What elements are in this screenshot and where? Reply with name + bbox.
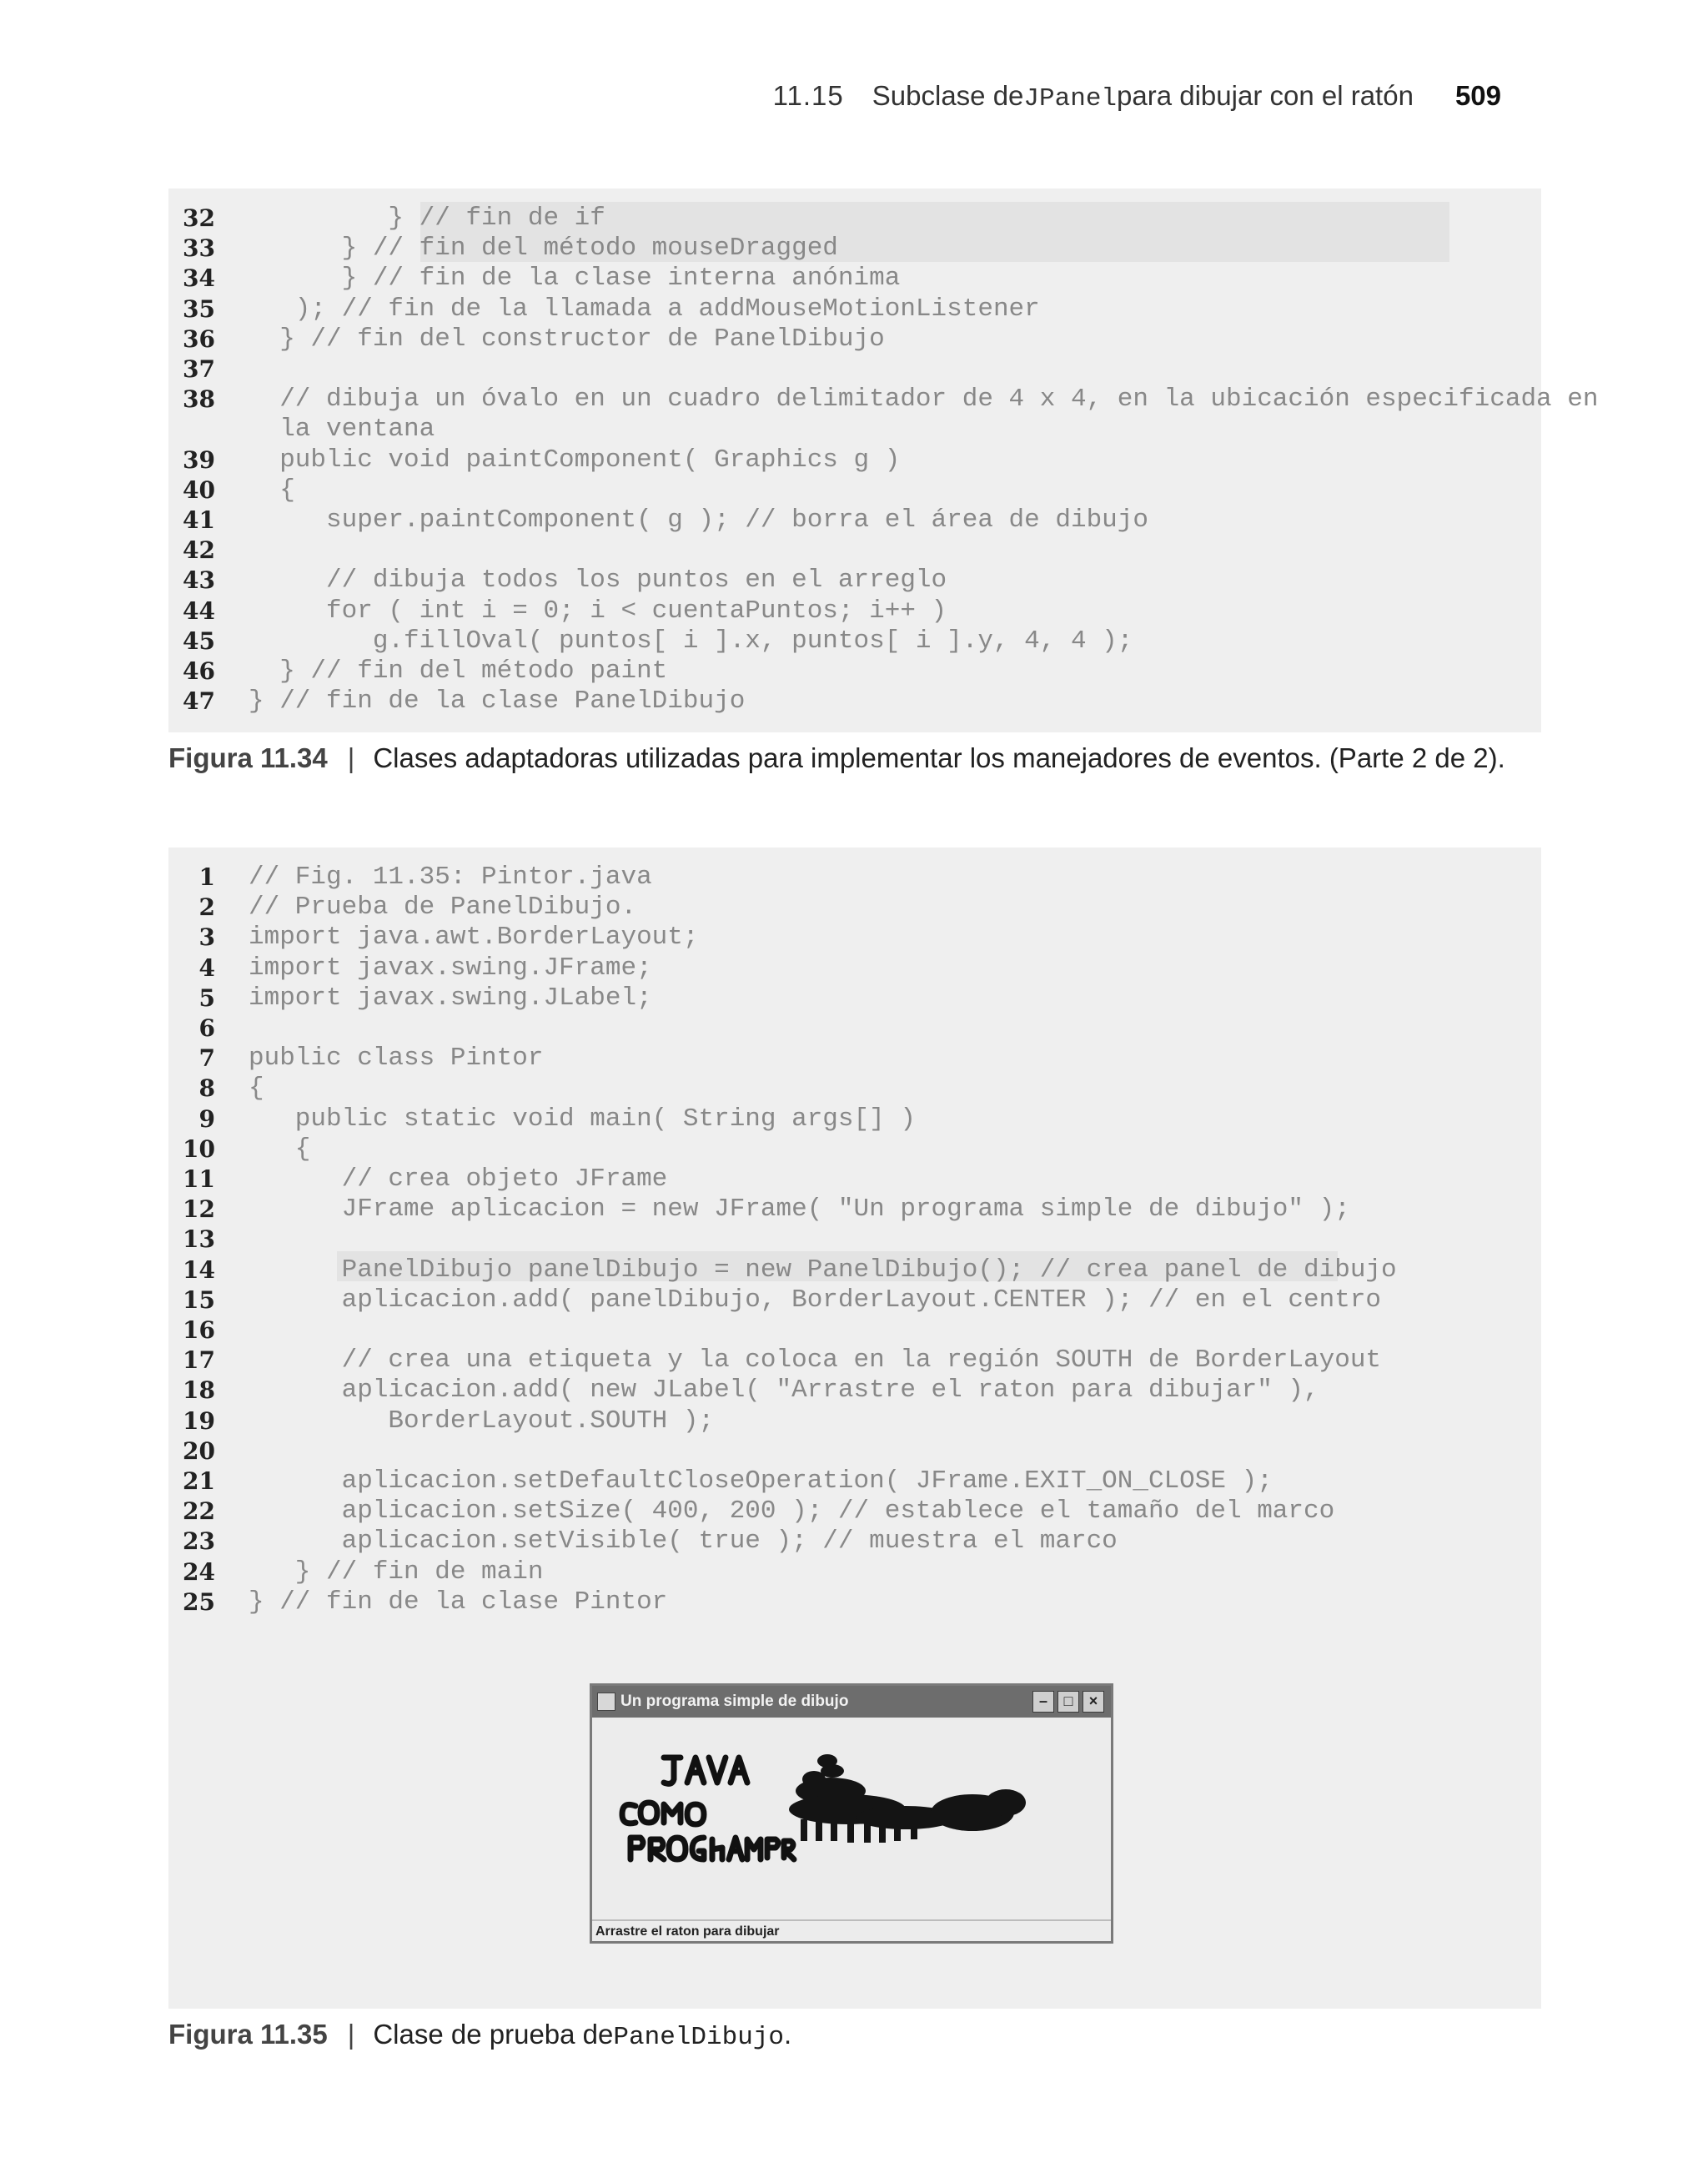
code-line bbox=[168, 1164, 1541, 1195]
handwriting-stroke bbox=[784, 1841, 794, 1859]
code-line bbox=[168, 893, 1541, 923]
line-number: 44 bbox=[183, 596, 215, 625]
line-number: 10 bbox=[183, 1134, 215, 1163]
line-number: 41 bbox=[183, 506, 215, 534]
figure-caption-code: PanelDibujo bbox=[613, 2023, 785, 2052]
handwriting-stroke bbox=[664, 1758, 681, 1783]
code-line bbox=[168, 204, 1541, 234]
line-number: 21 bbox=[183, 1467, 215, 1495]
handwriting-stroke bbox=[729, 1838, 742, 1859]
code-text: } // fin de la clase Pintor bbox=[249, 1587, 668, 1617]
code-text: aplicacion.add( panelDibujo, BorderLayout.CENTER ); // en el centro bbox=[249, 1285, 1382, 1315]
drawing-blob bbox=[986, 1789, 1026, 1816]
line-number: 14 bbox=[183, 1255, 215, 1284]
line-number: 45 bbox=[183, 626, 215, 655]
handwriting-stroke bbox=[664, 1804, 681, 1823]
scorpion-drawing bbox=[789, 1754, 1026, 1843]
figure-caption-text: Clases adaptadoras utilizadas para implementar los manejadores de eventos. (Parte 2 de 2). bbox=[373, 742, 1505, 773]
code-line bbox=[168, 1376, 1541, 1406]
line-number: 35 bbox=[183, 294, 215, 323]
figure-caption-text: Clase de prueba de bbox=[373, 2019, 614, 2050]
page-number: 509 bbox=[1454, 80, 1501, 111]
code-line bbox=[168, 1255, 1541, 1285]
handwriting-stroke bbox=[651, 1839, 664, 1859]
app-window-screenshot bbox=[590, 1683, 1113, 1944]
code-text: } // fin del método mouseDragged bbox=[249, 234, 838, 264]
code-text: PanelDibujo panelDibujo = new PanelDibujo(); // crea panel de dibujo bbox=[249, 1255, 1397, 1285]
code-text: import javax.swing.JFrame; bbox=[249, 953, 652, 983]
code-line bbox=[168, 923, 1541, 953]
line-number: 3 bbox=[198, 923, 215, 952]
code-text: super.paintComponent( g ); // borra el área de dibujo bbox=[249, 506, 1148, 535]
line-number: 22 bbox=[183, 1497, 215, 1526]
page-header bbox=[773, 80, 1501, 113]
code-line bbox=[168, 1466, 1541, 1496]
code-line bbox=[168, 983, 1541, 1014]
code-text: JFrame aplicacion = new JFrame( "Un programa simple de dibujo" ); bbox=[249, 1195, 1350, 1225]
section-title-prefix: Subclase de bbox=[872, 80, 1024, 111]
code-line bbox=[168, 1074, 1541, 1104]
code-line bbox=[168, 1587, 1541, 1617]
code-text: // Fig. 11.35: Pintor.java bbox=[249, 863, 652, 892]
line-number: 20 bbox=[183, 1436, 215, 1465]
drawing-blob bbox=[817, 1754, 837, 1768]
code-text: // dibuja un óvalo en un cuadro delimitador de 4 x 4, en la ubicación especificada en bbox=[249, 385, 1599, 415]
drawing-leg bbox=[816, 1821, 822, 1841]
line-number: 7 bbox=[198, 1044, 215, 1073]
code-text: { bbox=[249, 475, 295, 505]
line-number: 11 bbox=[183, 1165, 215, 1193]
code-text: public class Pintor bbox=[249, 1044, 544, 1074]
window-south-label: Arrastre el raton para dibujar bbox=[595, 1924, 780, 1939]
code-text: { bbox=[249, 1074, 264, 1104]
code-line bbox=[168, 294, 1541, 324]
handwriting-stroke bbox=[692, 1838, 704, 1859]
figure-caption-1134 bbox=[168, 742, 1505, 774]
window-title: Un programa simple de dibujo bbox=[620, 1693, 849, 1710]
line-number: 40 bbox=[183, 475, 215, 504]
code-line bbox=[168, 385, 1599, 415]
code-text: } // fin de la clase interna anónima bbox=[249, 264, 901, 294]
code-line bbox=[168, 1014, 1541, 1044]
drawing-leg bbox=[801, 1819, 807, 1841]
label-divider bbox=[592, 1919, 1111, 1921]
section-title-suffix: para dibujar con el ratón bbox=[1117, 80, 1414, 111]
code-line bbox=[168, 1527, 1541, 1557]
line-number: 39 bbox=[183, 445, 215, 474]
line-number: 16 bbox=[183, 1316, 215, 1344]
code-line bbox=[168, 626, 1541, 656]
line-number: 2 bbox=[198, 893, 215, 922]
code-line bbox=[168, 1044, 1541, 1074]
caption-separator: | bbox=[347, 742, 355, 773]
code-line bbox=[168, 264, 1541, 294]
drawing-leg bbox=[831, 1821, 837, 1841]
handwriting-stroke bbox=[622, 1804, 635, 1823]
code-text: aplicacion.setVisible( true ); // muestra el marco bbox=[249, 1527, 1118, 1557]
handwriting-stroke bbox=[669, 1838, 686, 1859]
code-text: import javax.swing.JLabel; bbox=[249, 983, 652, 1013]
code-text: la ventana bbox=[249, 415, 435, 445]
code-line bbox=[168, 1195, 1541, 1225]
code-line bbox=[168, 566, 1541, 596]
handwriting-stroke bbox=[640, 1803, 657, 1823]
code-text: } // fin del método paint bbox=[249, 656, 668, 686]
figure-label: Figura 11.35 bbox=[168, 2019, 328, 2050]
code-line bbox=[168, 475, 1541, 506]
line-number: 46 bbox=[183, 657, 215, 685]
code-text: public static void main( String args[] ) bbox=[249, 1104, 916, 1134]
section-title-code: JPanel bbox=[1023, 84, 1118, 113]
code-text: ); // fin de la llamada a addMouseMotionListener bbox=[249, 294, 1040, 324]
line-number: 32 bbox=[183, 204, 215, 232]
code-line bbox=[168, 687, 1541, 717]
maximize-icon[interactable]: □ bbox=[1057, 1691, 1079, 1713]
code-line bbox=[168, 1134, 1541, 1164]
line-number: 12 bbox=[183, 1195, 215, 1224]
line-number: 8 bbox=[198, 1074, 215, 1103]
java-app-icon bbox=[597, 1693, 615, 1711]
line-number: 17 bbox=[183, 1346, 215, 1375]
handwriting-stroke bbox=[687, 1758, 704, 1783]
line-number: 4 bbox=[198, 953, 215, 982]
line-number: 9 bbox=[198, 1104, 215, 1133]
drawing-leg bbox=[879, 1823, 886, 1843]
code-line bbox=[168, 953, 1541, 983]
code-text: // Prueba de PanelDibujo. bbox=[249, 893, 637, 923]
code-text: g.fillOval( puntos[ i ].x, puntos[ i ].y, 4, 4 ); bbox=[249, 626, 1133, 656]
code-line bbox=[168, 1285, 1541, 1315]
figure-label: Figura 11.34 bbox=[168, 742, 328, 773]
line-number: 25 bbox=[183, 1587, 215, 1616]
close-icon[interactable]: × bbox=[1083, 1691, 1104, 1713]
line-number: 33 bbox=[183, 234, 215, 263]
code-line bbox=[168, 596, 1541, 626]
code-text: BorderLayout.SOUTH ); bbox=[249, 1406, 715, 1436]
drawing-canvas bbox=[597, 1719, 1106, 1901]
drawing-leg bbox=[894, 1824, 901, 1841]
drawing-leg bbox=[864, 1823, 871, 1843]
handwriting-stroke bbox=[712, 1839, 722, 1859]
code-text: public void paintComponent( Graphics g ) bbox=[249, 445, 901, 475]
code-line bbox=[168, 506, 1541, 536]
line-number: 19 bbox=[183, 1406, 215, 1435]
figure-caption-suffix: . bbox=[784, 2019, 792, 2050]
code-text: } // fin de if bbox=[249, 204, 605, 233]
figure-caption-1135 bbox=[168, 2019, 791, 2052]
line-number: 15 bbox=[183, 1285, 215, 1314]
code-text: // crea objeto JFrame bbox=[249, 1164, 668, 1194]
line-number: 42 bbox=[183, 536, 215, 565]
line-number: 47 bbox=[183, 687, 215, 716]
code-line bbox=[168, 863, 1541, 893]
line-number: 43 bbox=[183, 566, 215, 595]
minimize-icon[interactable]: – bbox=[1032, 1691, 1054, 1713]
handwriting-stroke bbox=[731, 1758, 747, 1783]
line-number: 1 bbox=[198, 863, 215, 891]
drawing-leg bbox=[911, 1824, 917, 1839]
code-text: } // fin de main bbox=[249, 1557, 544, 1587]
line-number: 37 bbox=[183, 355, 215, 383]
drawing-panel[interactable] bbox=[597, 1719, 1106, 1901]
handwriting-stroke bbox=[747, 1839, 761, 1859]
code-line bbox=[168, 1225, 1541, 1255]
code-line bbox=[168, 1104, 1541, 1134]
code-text: aplicacion.setDefaultCloseOperation( JFrame.EXIT_ON_CLOSE ); bbox=[249, 1466, 1273, 1496]
line-number: 24 bbox=[183, 1557, 215, 1586]
line-number: 38 bbox=[183, 385, 215, 414]
code-line bbox=[168, 1436, 1541, 1466]
line-number: 23 bbox=[183, 1527, 215, 1556]
code-text: // crea una etiqueta y la coloca en la región SOUTH de BorderLayout bbox=[249, 1346, 1382, 1376]
line-number: 6 bbox=[198, 1014, 215, 1042]
code-line bbox=[168, 656, 1541, 687]
handwriting-stroke bbox=[767, 1839, 778, 1858]
code-text: aplicacion.add( new JLabel( "Arrastre el raton para dibujar" ), bbox=[249, 1376, 1319, 1406]
window-titlebar bbox=[592, 1686, 1111, 1718]
code-text: // dibuja todos los puntos en el arreglo bbox=[249, 566, 947, 596]
line-number: 5 bbox=[198, 983, 215, 1012]
code-line bbox=[168, 1346, 1541, 1376]
code-line bbox=[168, 1496, 1541, 1527]
code-line bbox=[168, 234, 1541, 264]
code-text: { bbox=[249, 1134, 311, 1164]
code-text: import java.awt.BorderLayout; bbox=[249, 923, 699, 953]
code-line bbox=[168, 1557, 1541, 1587]
code-line bbox=[168, 355, 1541, 385]
line-number: 34 bbox=[183, 264, 215, 293]
handwriting-stroke bbox=[709, 1758, 726, 1783]
code-line bbox=[168, 415, 1541, 445]
code-text: } // fin del constructor de PanelDibujo bbox=[249, 324, 885, 354]
section-number: 11.15 bbox=[772, 80, 844, 111]
line-number: 36 bbox=[183, 324, 215, 353]
caption-separator: | bbox=[347, 2019, 355, 2050]
code-text: } // fin de la clase PanelDibujo bbox=[249, 687, 746, 717]
code-line bbox=[168, 536, 1541, 566]
code-line bbox=[168, 1406, 1541, 1436]
code-listing-1 bbox=[168, 189, 1599, 732]
line-number: 18 bbox=[183, 1376, 215, 1405]
drawing-leg bbox=[847, 1821, 854, 1843]
code-text: for ( int i = 0; i < cuentaPuntos; i++ ) bbox=[249, 596, 947, 626]
code-line bbox=[168, 324, 1541, 355]
code-line bbox=[168, 1315, 1541, 1346]
code-text: aplicacion.setSize( 400, 200 ); // establece el tamaño del marco bbox=[249, 1496, 1335, 1527]
handwriting-stroke bbox=[687, 1804, 704, 1824]
handwriting-stroke bbox=[630, 1838, 643, 1859]
line-number: 13 bbox=[183, 1225, 215, 1254]
code-line bbox=[168, 445, 1541, 475]
